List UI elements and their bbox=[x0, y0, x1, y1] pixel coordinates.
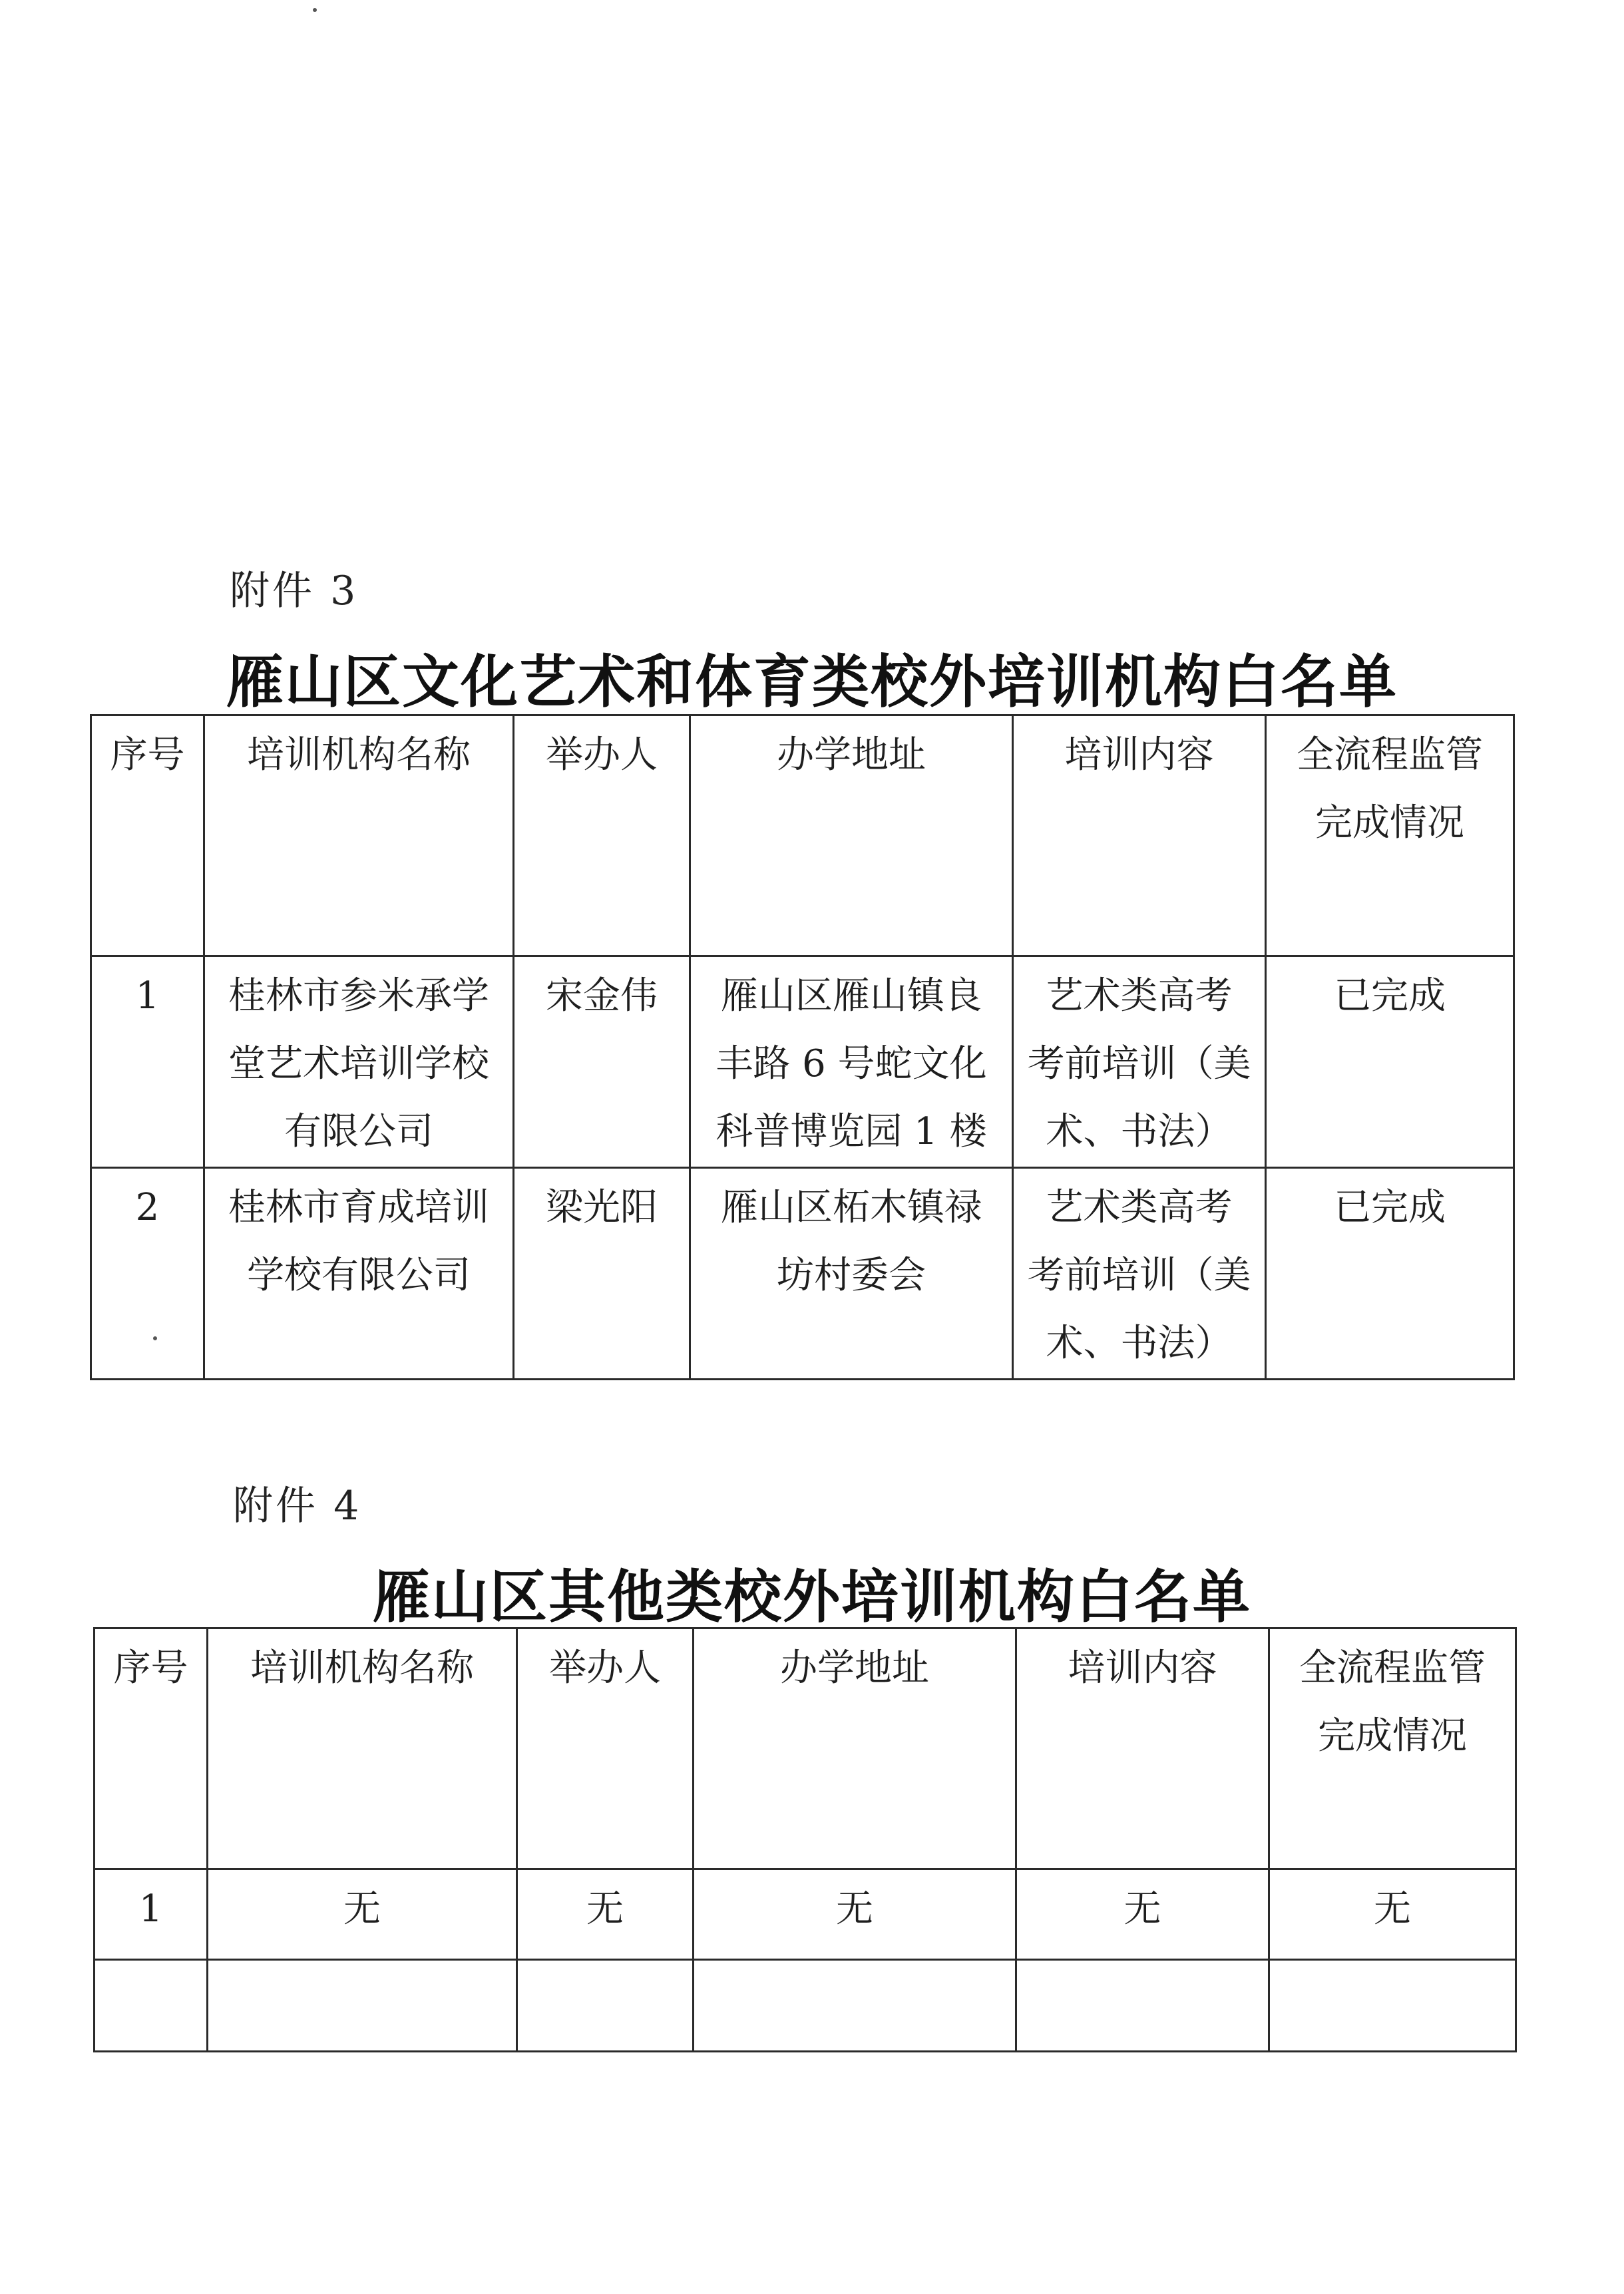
header-cell-content: 培训内容 bbox=[1013, 715, 1266, 956]
cell-organizer: 宋金伟 bbox=[514, 956, 690, 1168]
cell-index: 1 bbox=[95, 1869, 208, 1960]
cell-index: 1 bbox=[91, 956, 204, 1168]
cell-content: 无 bbox=[1016, 1869, 1269, 1960]
cell-index bbox=[95, 1960, 208, 2052]
scan-speck bbox=[153, 1336, 157, 1340]
attachment-3-label: 附件 3 bbox=[230, 568, 359, 614]
cell-content bbox=[1016, 1960, 1269, 2052]
cell-address: 雁山区柘木镇禄 坊村委会 bbox=[690, 1168, 1013, 1380]
cell-index: 2 bbox=[91, 1168, 204, 1380]
cell-org-name: 无 bbox=[208, 1869, 517, 1960]
header-cell-content: 培训内容 bbox=[1016, 1628, 1269, 1869]
header-cell-supervision: 全流程监管 完成情况 bbox=[1269, 1628, 1516, 1869]
cell-organizer bbox=[517, 1960, 694, 2052]
header-cell-address: 办学地址 bbox=[690, 715, 1013, 956]
table-header-row bbox=[91, 715, 1514, 956]
header-cell-org-name: 培训机构名称 bbox=[208, 1628, 517, 1869]
cell-address: 雁山区雁山镇良 丰路 6 号蛇文化 科普博览园 1 楼 bbox=[690, 956, 1013, 1168]
cell-org-name: 桂林市育成培训 学校有限公司 bbox=[204, 1168, 514, 1380]
table-row bbox=[91, 956, 1514, 1168]
cell-content: 艺术类高考 考前培训（美 术、书法） bbox=[1013, 1168, 1266, 1380]
cell-organizer: 无 bbox=[517, 1869, 694, 1960]
header-cell-organizer: 举办人 bbox=[517, 1628, 694, 1869]
header-cell-org-name: 培训机构名称 bbox=[204, 715, 514, 956]
table-header-row bbox=[95, 1628, 1516, 1869]
whitelist-title-arts-sports: 雁山区文化艺术和体育类校外培训机构白名单 bbox=[226, 649, 1398, 715]
cell-org-name bbox=[208, 1960, 517, 2052]
cell-content: 艺术类高考 考前培训（美 术、书法） bbox=[1013, 956, 1266, 1168]
cell-org-name: 桂林市参米承学 堂艺术培训学校 有限公司 bbox=[204, 956, 514, 1168]
cell-address: 无 bbox=[694, 1869, 1016, 1960]
cell-organizer: 梁光阳 bbox=[514, 1168, 690, 1380]
attachment-4-label: 附件 4 bbox=[233, 1483, 362, 1529]
header-cell-index: 序号 bbox=[95, 1628, 208, 1869]
header-cell-organizer: 举办人 bbox=[514, 715, 690, 956]
header-cell-supervision: 全流程监管 完成情况 bbox=[1266, 715, 1514, 956]
table-row bbox=[95, 1869, 1516, 1960]
arts-sports-whitelist-table bbox=[90, 714, 1515, 1380]
scan-speck bbox=[313, 8, 317, 12]
table-row-empty bbox=[95, 1960, 1516, 2052]
cell-supervision-status: 已完成 bbox=[1266, 956, 1514, 1168]
header-cell-address: 办学地址 bbox=[694, 1628, 1016, 1869]
whitelist-title-other: 雁山区其他类校外培训机构白名单 bbox=[373, 1564, 1251, 1630]
other-whitelist-table bbox=[93, 1627, 1517, 2052]
cell-supervision-status bbox=[1269, 1960, 1516, 2052]
cell-address bbox=[694, 1960, 1016, 2052]
header-cell-index: 序号 bbox=[91, 715, 204, 956]
table-row bbox=[91, 1168, 1514, 1380]
cell-supervision-status: 已完成 bbox=[1266, 1168, 1514, 1380]
cell-supervision-status: 无 bbox=[1269, 1869, 1516, 1960]
